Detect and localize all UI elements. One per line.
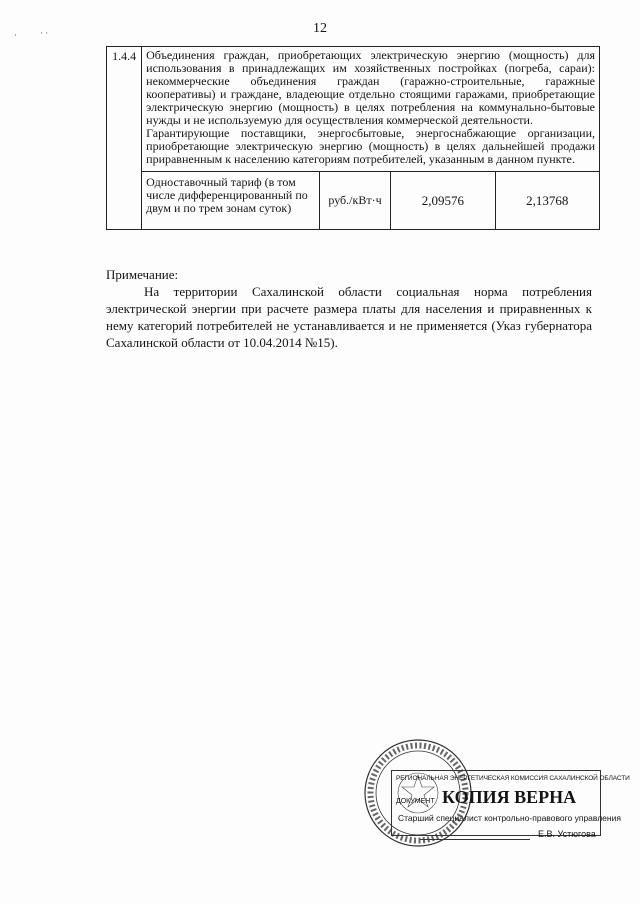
scan-speck: · ·: [40, 28, 49, 38]
stamp-signer: Е.В. Устюгова: [538, 829, 596, 839]
tariff-unit: руб./кВт·ч: [319, 172, 390, 230]
description-paragraph: Гарантирующие поставщики, энергосбытовые, энергоснабжающие организации, приобретающие электрическую энергию (мощность) в целях дальнейшей продажи приравненным к населению категориям потребителей, указанным в данном пункте.: [146, 126, 595, 166]
stamp-title: КОПИЯ ВЕРНА: [442, 787, 577, 807]
table-row: [107, 172, 600, 230]
description-paragraph: Объединения граждан, приобретающих электрическую энергию (мощность) для использования в принадлежащих им хозяйственных постройках (погреба, сараи): некоммерческие объединения граждан (гаражно-строительные, гаражные кооперативы) и граждане, владеющие отдельно стоящими гаражами, приобретающие электрическую энергию (мощность) в целях потребления на коммунально-бытовые нужды и не используемую для осуществления коммерческой деятельности.: [146, 48, 595, 127]
note-title: Примечание:: [106, 267, 179, 282]
tariff-name: Одноставочный тариф (в том числе дифференцированный по двум и по трем зонам суток): [142, 172, 320, 230]
tariff-table: [106, 46, 600, 230]
tariff-value-second-half: 2,13768: [495, 172, 599, 230]
note-block: [106, 266, 592, 351]
signature-line: [420, 839, 530, 840]
stamp-position: Старший специалист контрольно-правового управления: [398, 813, 621, 823]
row-number: 1.4.4: [107, 47, 142, 230]
stamp-docs-label: ДОКУМЕНТ: [396, 798, 435, 805]
certified-copy-stamp: [391, 770, 630, 836]
category-description: [142, 47, 600, 172]
scan-speck: ·: [14, 30, 17, 40]
page-number: 12: [313, 21, 327, 36]
table-row: [107, 47, 600, 172]
stamp-organization: РЕГИОНАЛЬНАЯ ЭНЕРГЕТИЧЕСКАЯ КОМИССИЯ САХАЛИНСКОЙ ОБЛАСТИ: [396, 775, 630, 782]
note-text: На территории Сахалинской области социальная норма потребления электрической энергии при расчете размера платы для населения и приравненных к нему категорий потребителей не устанавливается и не применяется (Указ губернатора Сахалинской области от 10.04.2014 №15).: [106, 284, 592, 350]
tariff-value-first-half: 2,09576: [391, 172, 495, 230]
